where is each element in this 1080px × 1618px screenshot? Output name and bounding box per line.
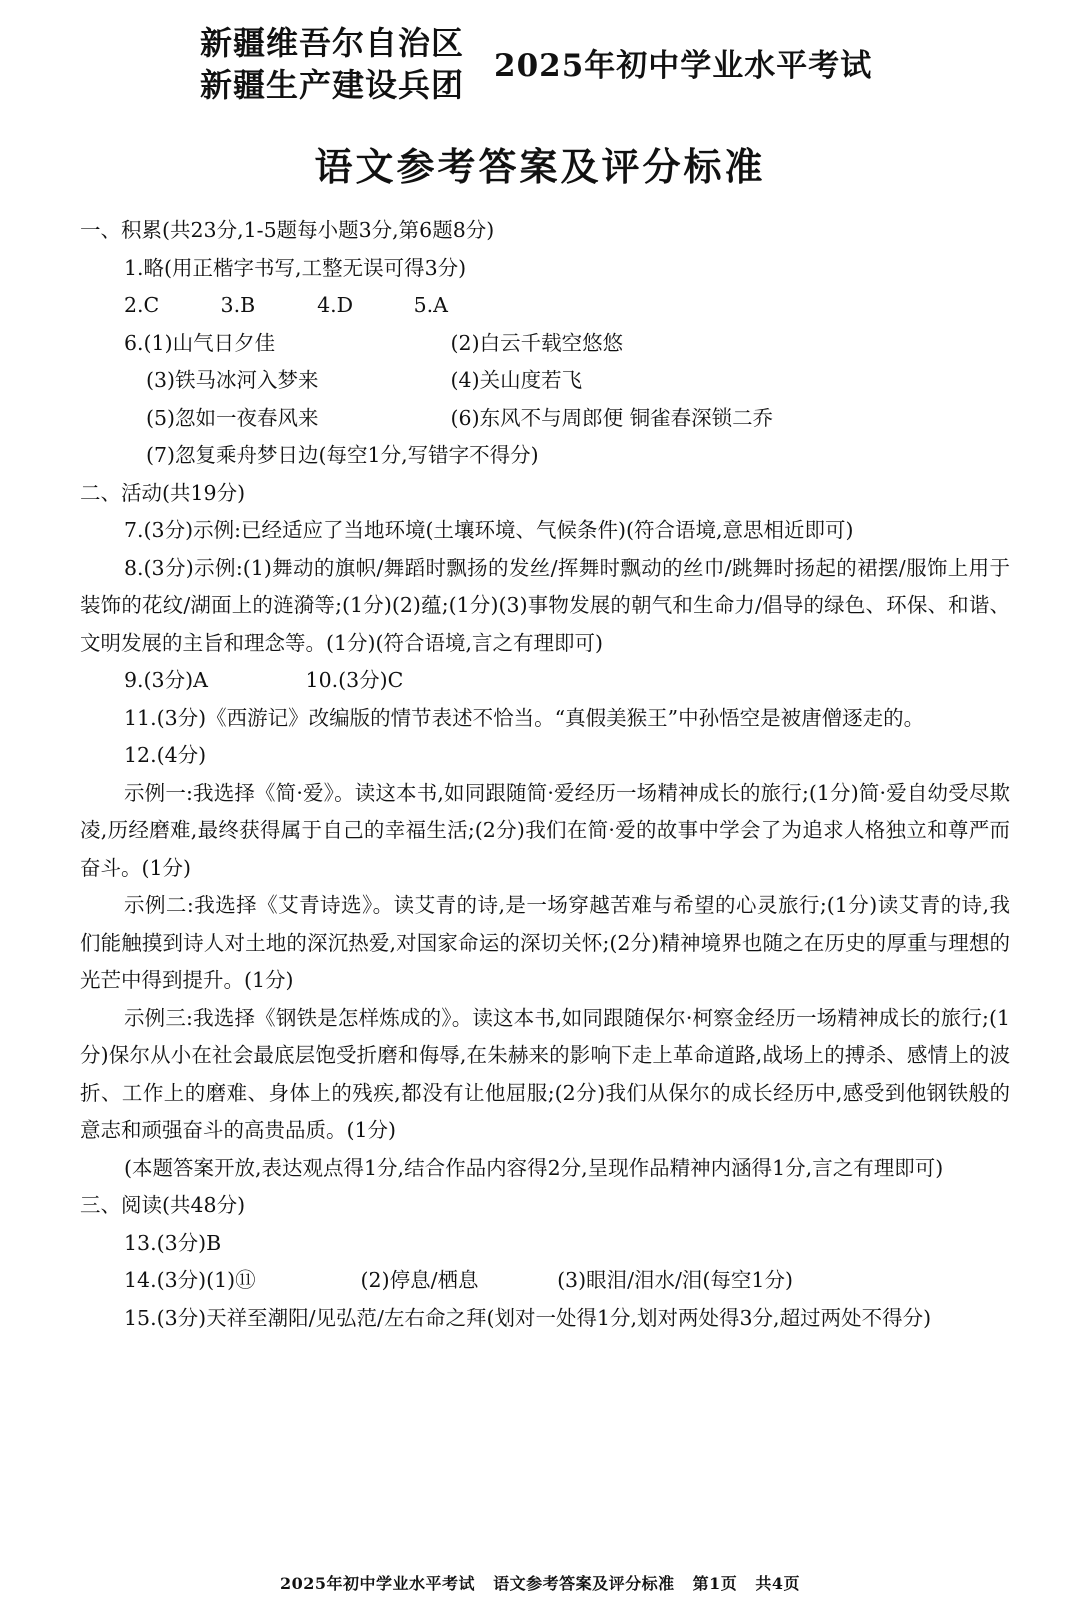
answer-q3: 3.B xyxy=(220,293,256,317)
answer-q12-example-3: 示例三:我选择《钢铁是怎样炼成的》。读这本书,如同跟随保尔·柯察金经历一场精神成长的旅行;(1分)保尔从小在社会最底层饱受折磨和侮辱,在朱赫来的影响下走上革命道路,战场上的搏杀、感情上的波折、工作上的磨难、身体上的残疾,都没有让他屈服;(2分)我们从保尔的成长经历中,感受到他钢铁般的意志和顽强奋斗的高贵品质。(1分) xyxy=(80,1005,1010,1142)
answer-q6-7: (7)忽复乘舟梦日边(每空1分,写错字不得分) xyxy=(146,443,539,467)
answer-body xyxy=(80,212,1010,1337)
answer-q13: 13.(3分)B xyxy=(124,1230,222,1255)
answer-q7: 7.(3分)示例:已经适应了当地环境(土壤环境、气候条件)(符合语境,意思相近即可) xyxy=(124,518,854,542)
answer-q14-2: (2)停息/栖息 xyxy=(360,1268,479,1292)
footer-doc: 语文参考答案及评分标准 xyxy=(493,1574,675,1593)
page-footer xyxy=(0,1571,1080,1594)
answer-q12-note: (本题答案开放,表达观点得1分,结合作品内容得2分,呈现作品精神内涵得1分,言之有理即可) xyxy=(124,1155,944,1180)
section-1-heading: 一、积累(共23分,1-5题每小题3分,第6题8分) xyxy=(80,218,495,242)
answer-row-q6-b xyxy=(80,362,1010,400)
answer-row-q6-a xyxy=(80,325,1010,363)
answer-q15: 15.(3分)天祥至潮阳/见弘范/左右命之拜(划对一处得1分,划对两处得3分,超过两处不得分) xyxy=(124,1305,932,1330)
answer-q6-5: (5)忽如一夜春风来 xyxy=(146,405,319,430)
answer-q8: 8.(3分)示例:(1)舞动的旗帜/舞蹈时飘扬的发丝/挥舞时飘动的丝巾/跳舞时扬起的裙摆/服饰上用于装饰的花纹/湖面上的涟漪等;(1分)(2)蕴;(1分)(3)事物发展的朝气和生命力/倡导的绿色、环保、和谐、文明发展的主旨和理念等。(1分)(符合语境,言之有理即可) xyxy=(80,555,1010,655)
answer-row-q14 xyxy=(80,1262,1010,1300)
answer-q10: 10.(3分)C xyxy=(305,668,404,692)
answer-q5: 5.A xyxy=(413,293,448,317)
answer-q14-3: (3)眼泪/泪水/泪(每空1分) xyxy=(557,1268,793,1292)
answer-row-q6-c xyxy=(80,400,1010,438)
footer-page-number: 第1页 xyxy=(692,1574,738,1593)
exam-name: 2025年初中学业水平考试 xyxy=(494,48,873,84)
answer-q12-heading: 12.(4分) xyxy=(124,743,207,767)
answer-q12-example-1: 示例一:我选择《简·爱》。读这本书,如同跟随简·爱经历一场精神成长的旅行;(1分)简·爱自幼受尽欺凌,历经磨难,最终获得属于自己的幸福生活;(2分)我们在简·爱的故事中学会了为追求人格独立和尊严而奋斗。(1分) xyxy=(80,780,1010,880)
answer-row-q9-q10 xyxy=(80,662,1010,700)
section-2-heading: 二、活动(共19分) xyxy=(80,480,246,505)
page-title: 语文参考答案及评分标准 xyxy=(314,144,766,189)
answer-q9: 9.(3分)A xyxy=(124,668,208,692)
answer-q4: 4.D xyxy=(317,293,354,317)
answer-row-q2-q5 xyxy=(80,287,1010,325)
answer-q6-6: (6)东风不与周郎便 铜雀春深锁二乔 xyxy=(450,405,774,430)
answer-q12-example-2: 示例二:我选择《艾青诗选》。读艾青的诗,是一场穿越苦难与希望的心灵旅行;(1分)读艾青的诗,我们能触摸到诗人对土地的深沉热爱,对国家命运的深切关怀;(2分)精神境界也随之在历史的厚重与理想的光芒中得到提升。(1分) xyxy=(80,893,1010,992)
answer-q14-1: 14.(3分)(1)⑪ xyxy=(124,1268,256,1292)
section-3-heading: 三、阅读(共48分) xyxy=(80,1193,246,1217)
answer-q6-1: 6.(1)山气日夕佳 xyxy=(124,330,276,355)
answer-q1: 1.略(用正楷字书写,工整无误可得3分) xyxy=(124,255,467,280)
answer-q11: 11.(3分)《西游记》改编版的情节表述不恰当。“真假美猴王”中孙悟空是被唐僧逐走的。 xyxy=(124,705,925,730)
issuer-block xyxy=(200,22,464,106)
answer-q6-2: (2)白云千载空悠悠 xyxy=(450,330,624,355)
issuer-line-2: 新疆生产建设兵团 xyxy=(200,66,465,104)
footer-page-total: 共4页 xyxy=(755,1574,801,1593)
answer-q2: 2.C xyxy=(124,293,160,317)
answer-q6-3: (3)铁马冰河入梦来 xyxy=(146,368,319,392)
footer-exam: 2025年初中学业水平考试 xyxy=(279,1574,475,1593)
issuer-line-1: 新疆维吾尔自治区 xyxy=(200,24,465,62)
answer-q6-4: (4)关山度若飞 xyxy=(450,368,583,392)
